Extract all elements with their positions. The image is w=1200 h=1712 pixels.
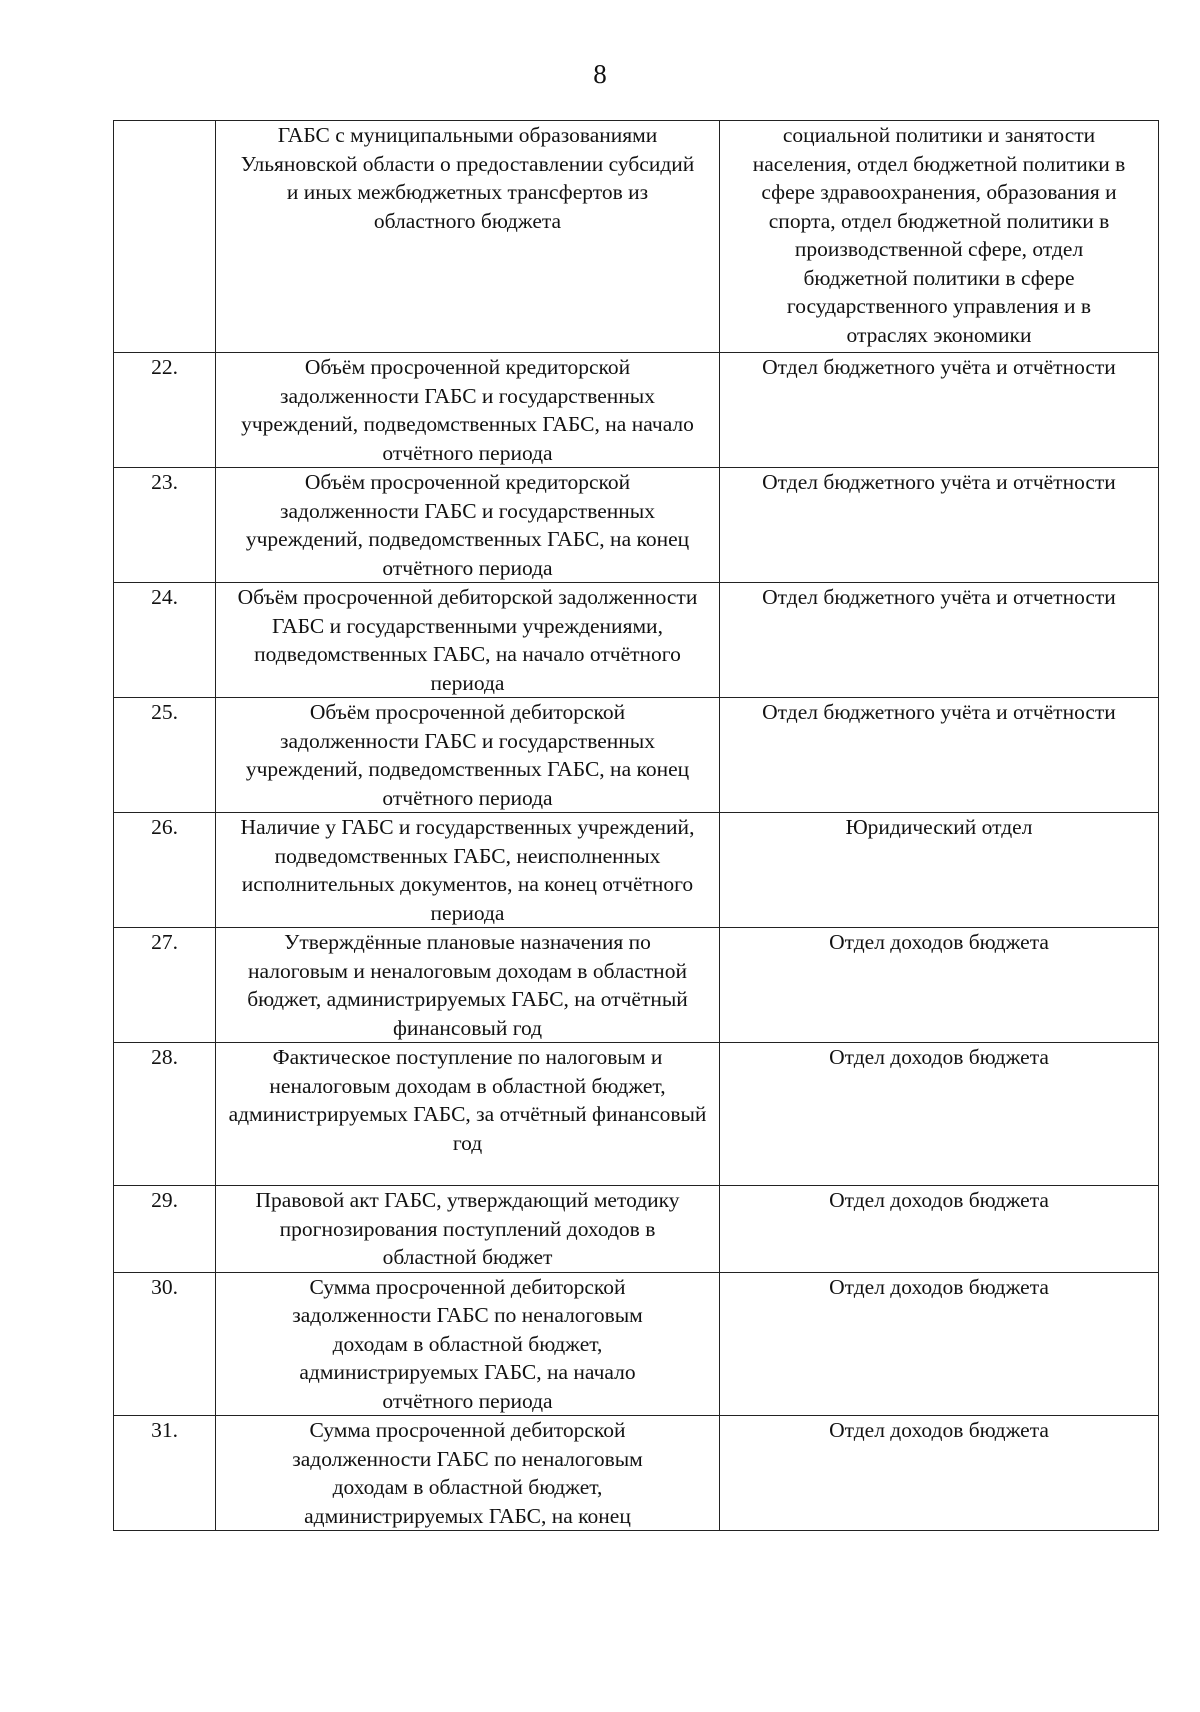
table-row xyxy=(114,813,1159,928)
table-row xyxy=(114,468,1159,583)
row-number: 26. xyxy=(114,813,216,928)
indicator-description: Объём просроченной кредиторской задолженности ГАБС и государственных учреждений, подведомственных ГАБС, на начало отчётного периода xyxy=(216,353,720,468)
table-row xyxy=(114,353,1159,468)
responsible-department: Отдел доходов бюджета xyxy=(720,928,1159,1043)
table-row xyxy=(114,1272,1159,1416)
responsible-department: Отдел доходов бюджета xyxy=(720,1186,1159,1273)
indicator-description: Фактическое поступление по налоговым и неналоговым доходам в областной бюджет, администрируемых ГАБС, за отчётный финансовый год xyxy=(216,1043,720,1186)
indicator-description: Утверждённые плановые назначения по налоговым и неналоговым доходам в областной бюджет, администрируемых ГАБС, на отчётный финансовый год xyxy=(216,928,720,1043)
row-number: 29. xyxy=(114,1186,216,1273)
table-row xyxy=(114,1416,1159,1531)
indicator-description: Объём просроченной дебиторской задолженности ГАБС и государственных учреждений, подведомственных ГАБС, на конец отчётного периода xyxy=(216,698,720,813)
table-row xyxy=(114,698,1159,813)
indicators-table xyxy=(113,120,1159,1531)
indicator-description: ГАБС с муниципальными образованиями Ульяновской области о предоставлении субсидий и иных межбюджетных трансфертов из областного бюджета xyxy=(216,121,720,353)
responsible-department: Отдел бюджетного учёта и отчётности xyxy=(720,698,1159,813)
indicator-description: Сумма просроченной дебиторской задолженности ГАБС по неналоговым доходам в областной бюджет, администрируемых ГАБС, на конец xyxy=(216,1416,720,1531)
indicator-description: Сумма просроченной дебиторской задолженности ГАБС по неналоговым доходам в областной бюджет, администрируемых ГАБС, на начало отчётного периода xyxy=(216,1272,720,1416)
table-row xyxy=(114,121,1159,353)
row-number: 25. xyxy=(114,698,216,813)
responsible-department: Отдел доходов бюджета xyxy=(720,1272,1159,1416)
row-number: 30. xyxy=(114,1272,216,1416)
responsible-department: социальной политики и занятости населения, отдел бюджетной политики в сфере здравоохранения, образования и спорта, отдел бюджетной политики в производственной сфере, отдел бюджетной политики в сфере государственного управления и в отраслях экономики xyxy=(720,121,1159,353)
responsible-department: Отдел доходов бюджета xyxy=(720,1416,1159,1531)
table-row xyxy=(114,928,1159,1043)
indicator-description: Объём просроченной дебиторской задолженности ГАБС и государственными учреждениями, подведомственных ГАБС, на начало отчётного периода xyxy=(216,583,720,698)
row-number: 23. xyxy=(114,468,216,583)
row-number xyxy=(114,121,216,353)
table-row xyxy=(114,1186,1159,1273)
responsible-department: Отдел бюджетного учёта и отчётности xyxy=(720,353,1159,468)
indicator-description: Объём просроченной кредиторской задолженности ГАБС и государственных учреждений, подведомственных ГАБС, на конец отчётного периода xyxy=(216,468,720,583)
indicator-description: Наличие у ГАБС и государственных учреждений, подведомственных ГАБС, неисполненных исполнительных документов, на конец отчётного периода xyxy=(216,813,720,928)
indicator-description: Правовой акт ГАБС, утверждающий методику прогнозирования поступлений доходов в областной бюджет xyxy=(216,1186,720,1273)
table-row xyxy=(114,583,1159,698)
page-number: 8 xyxy=(593,59,607,89)
responsible-department: Отдел доходов бюджета xyxy=(720,1043,1159,1186)
row-number: 24. xyxy=(114,583,216,698)
row-number: 27. xyxy=(114,928,216,1043)
responsible-department: Отдел бюджетного учёта и отчётности xyxy=(720,468,1159,583)
table-row xyxy=(114,1043,1159,1186)
row-number: 22. xyxy=(114,353,216,468)
row-number: 28. xyxy=(114,1043,216,1186)
row-number: 31. xyxy=(114,1416,216,1531)
responsible-department: Юридический отдел xyxy=(720,813,1159,928)
responsible-department: Отдел бюджетного учёта и отчетности xyxy=(720,583,1159,698)
